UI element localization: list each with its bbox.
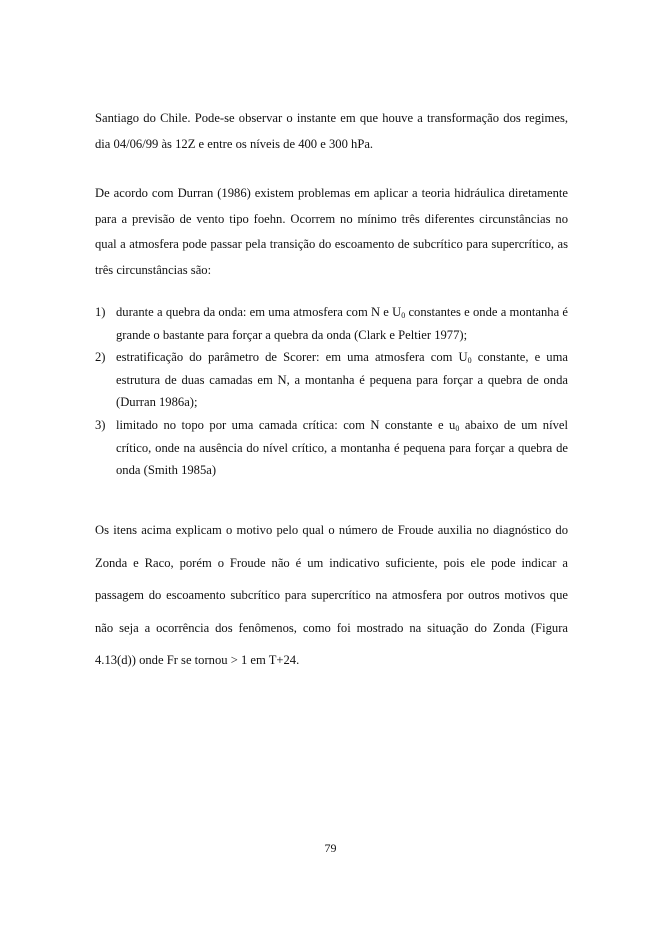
list-item-number: 1) — [95, 305, 106, 319]
paragraph-durran: De acordo com Durran (1986) existem problemas em aplicar a teoria hidráulica diretamente para a previsão de vento tipo foehn. Ocorrem no mínimo três diferentes circunstâncias no qual a atmosfera pode passar pela transição do escoamento de subcrítico para supercrítico, as três circunstâncias são: — [95, 186, 568, 277]
list-item-text: abaixo de um nível crítico, onde na ausência do nível crítico, a montanha é pequena para forçar a quebra de onda (Smith 1985a) — [116, 417, 568, 478]
list-item-number: 2) — [95, 350, 106, 365]
list-item-text: estratificação do parâmetro de Scorer: em uma atmosfera com U — [116, 350, 468, 365]
circumstances-list — [95, 301, 568, 482]
subscript: 0 — [401, 311, 406, 320]
list-item — [95, 414, 568, 482]
subscript: 0 — [455, 423, 460, 433]
list-item-text: limitado no topo por uma camada crítica: com N constante e u — [116, 417, 456, 432]
paragraph-santiago: Santiago do Chile. Pode-se observar o instante em que houve a transformação dos regimes, dia 04/06/99 às 12Z e entre os níveis de 400 e 300 hPa. — [95, 111, 568, 151]
list-item-number: 3) — [95, 417, 106, 432]
list-item-text: durante a quebra da onda: em uma atmosfera com N e U — [116, 305, 402, 319]
list-item-text: constantes e onde a montanha é grande o bastante para forçar a quebra da onda (Clark e Peltier 1977); — [116, 305, 569, 342]
page-number: 79 — [324, 841, 337, 855]
list-item — [95, 346, 568, 414]
subscript: 0 — [467, 356, 472, 366]
list-item — [95, 301, 568, 346]
list-item-text: constante, e uma estrutura de duas camadas em N, a montanha é pequena para forçar a quebra de onda (Durran 1986a); — [116, 350, 568, 410]
paragraph-froude: Os itens acima explicam o motivo pelo qual o número de Froude auxilia no diagnóstico do Zonda e Raco, porém o Froude não é um indicativo suficiente, pois ele pode indicar a passagem do escoamento subcrítico para supercrítico na atmosfera por outros motivos que não seja a ocorrência dos fenômenos, como foi mostrado na situação do Zonda (Figura 4.13(d)) onde Fr se tornou > 1 em T+24. — [95, 523, 568, 667]
